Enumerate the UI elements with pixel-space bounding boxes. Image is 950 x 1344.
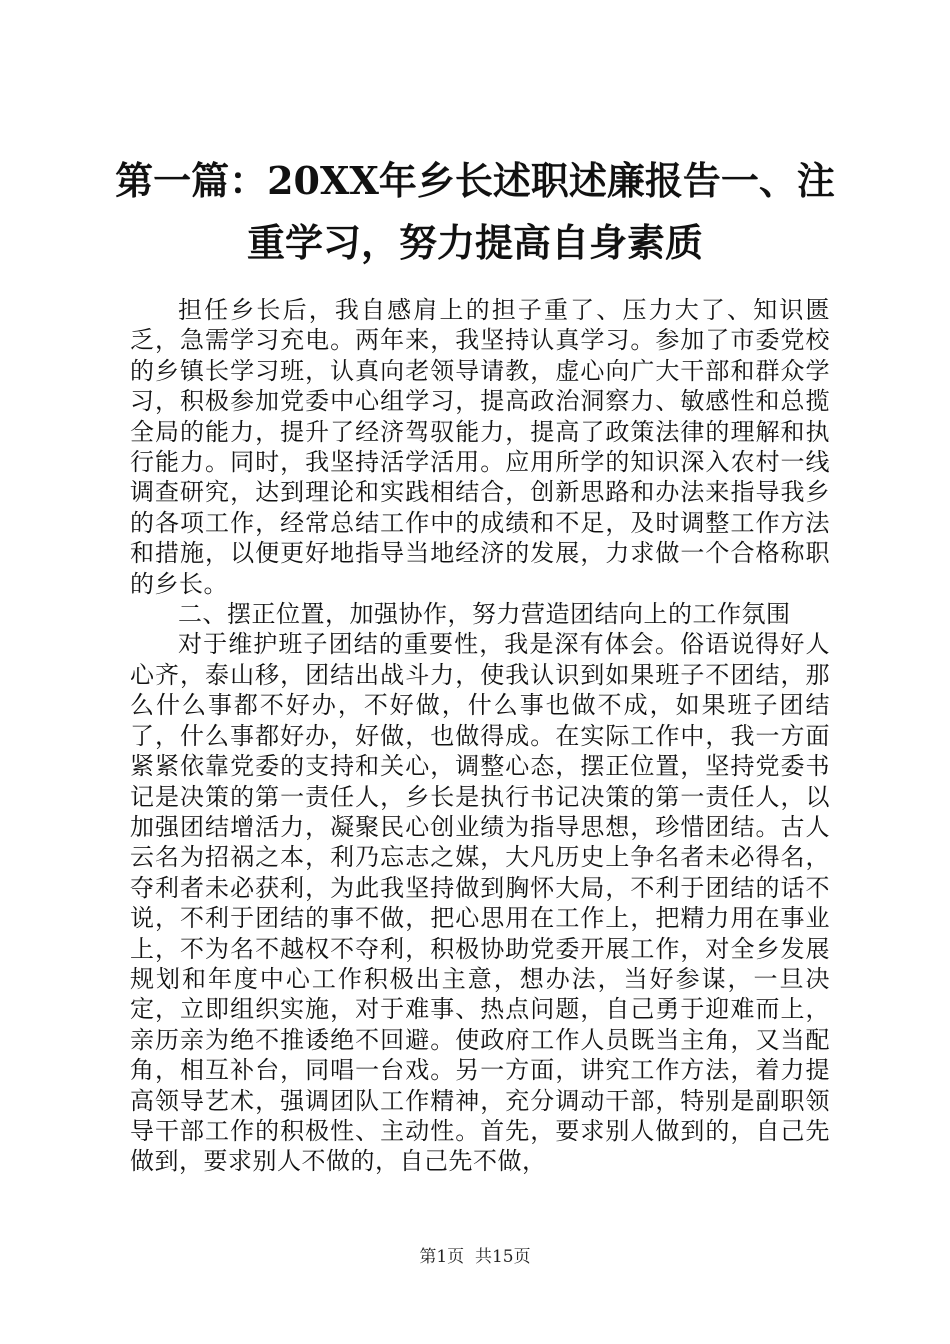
page-number-label: 第1页 共15页 xyxy=(419,1247,531,1267)
section-heading-position: 二、摆正位置，加强协作，努力营造团结向上的工作氛围 xyxy=(178,600,791,629)
paragraph-study: 担任乡长后，我自感肩上的担子重了、压力大了、知识匮乏，急需学习充电。两年来，我坚持认真学习。参加了市委党校的乡镇长学习班，认真向老领导请教，虚心向广大干部和群众学习，积极参加党委中心组学习，提高政治洞察力、敏感性和总揽全局的能力，提升了经济驾驭能力，提高了政策法律的理解和执行能力。同时，我坚持活学活用。应用所学的知识深入农村一线调查研究，达到理论和实践相结合，创新思路和办法来指导我乡的各项工作，经常总结工作中的成绩和不足，及时调整工作方法和措施，以便更好地指导当地经济的发展，力求做一个合格称职的乡长。 xyxy=(130,296,830,598)
paragraph-unity: 对于维护班子团结的重要性，我是深有体会。俗语说得好人心齐，泰山移，团结出战斗力，使我认识到如果班子不团结，那么什么事都不好办，不好做，什么事也做不成，如果班子团结了，什么事都好办，好做，也做得成。在实际工作中，我一方面紧紧依靠党委的支持和关心，调整心态，摆正位置，坚持党委书记是决策的第一责任人，乡长是执行书记决策的第一责任人，以加强团结增活力，凝聚民心创业绩为指导思想，珍惜团结。古人云名为招祸之本，利乃忘志之媒，大凡历史上争名者未必得名，夺利者未必获利，为此我坚持做到胸怀大局，不利于团结的话不说，不利于团结的事不做，把心思用在工作上，把精力用在事业上，不为名不越权不夺利，积极协助党委开展工作，对全乡发展规划和年度中心工作积极出主意，想办法，当好参谋，一旦决定，立即组织实施，对于难事、热点问题，自己勇于迎难而上，亲历亲为绝不推诿绝不回避。使政府工作人员既当主角，又当配角，相互补台，同唱一台戏。另一方面，讲究工作方法，着力提高领导艺术，强调团队工作精神，充分调动干部，特别是副职领导干部工作的积极性、主动性。首先，要求别人做到的，自己先做到，要求别人不做的，自己先不做， xyxy=(130,630,830,1176)
document-title: 第一篇：20XX年乡长述职述廉报告一、注重学习，努力提高自身素质 xyxy=(115,158,835,265)
document-body xyxy=(130,295,830,1177)
page-footer xyxy=(0,1242,950,1267)
